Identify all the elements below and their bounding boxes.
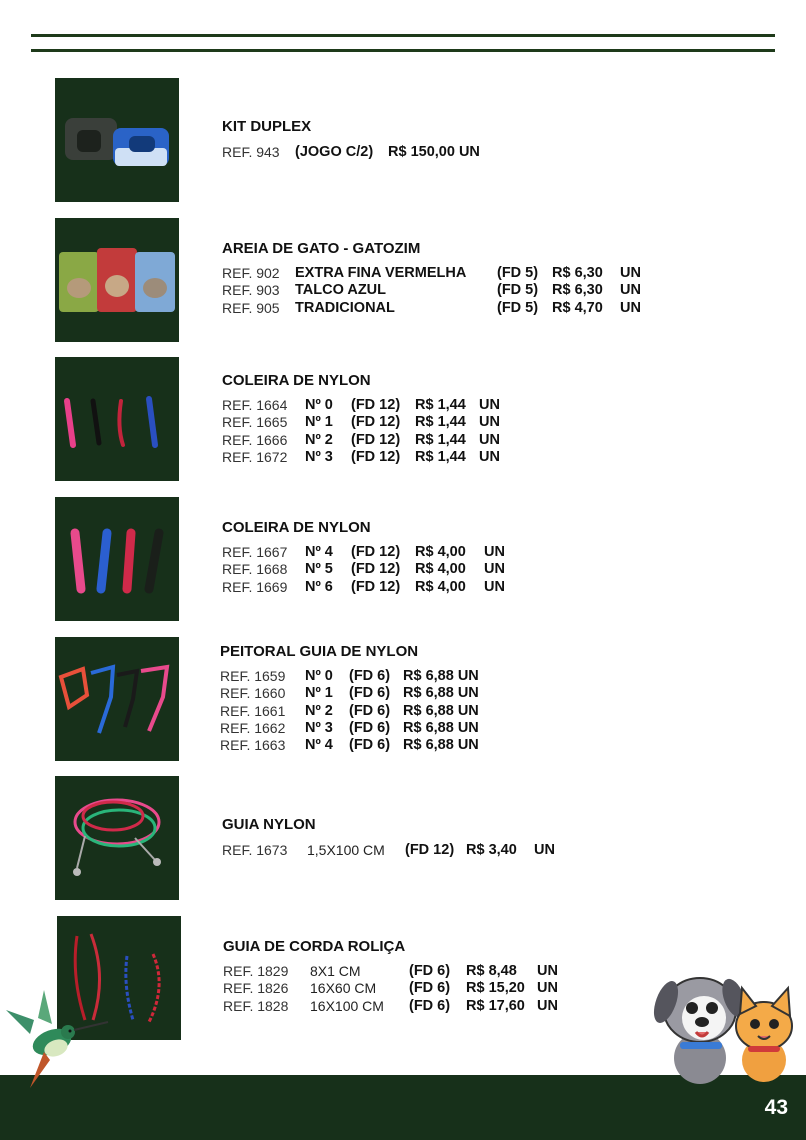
dog-and-cat-illustration — [652, 962, 802, 1087]
ref-code: REF. 1666 — [222, 431, 288, 448]
price: R$ 15,20 — [466, 980, 525, 997]
price: R$ 1,44 — [415, 397, 466, 413]
price: R$ 4,70 — [552, 299, 603, 316]
price: R$ 6,88 UN — [403, 737, 479, 754]
pack-qty: (FD 6) — [349, 719, 391, 736]
pack-qty: (FD 6) — [349, 685, 391, 702]
ref-code: REF. 1829 — [223, 963, 289, 979]
hummingbird-illustration — [4, 990, 114, 1090]
size: Nº 1 — [305, 414, 333, 431]
unit: UN — [479, 431, 500, 448]
ref-code: REF. 1659 — [220, 668, 286, 684]
price: R$ 6,88 UN — [403, 702, 479, 719]
price: R$ 4,00 — [415, 544, 466, 560]
unit: UN — [620, 299, 641, 316]
description: EXTRA FINA VERMELHA — [295, 265, 467, 281]
top-rule-secondary — [31, 49, 775, 52]
product-image-collars — [55, 357, 179, 481]
size: Nº 3 — [305, 719, 333, 736]
product-image-cat-litter — [55, 218, 179, 342]
ref-code: REF. 1667 — [222, 544, 288, 560]
pack-qty: (FD 6) — [349, 702, 391, 719]
ref-code: REF. 902 — [222, 265, 280, 281]
price: R$ 1,44 — [415, 448, 466, 465]
product-image-cat-bed — [55, 78, 179, 202]
ref-code: REF. 1672 — [222, 448, 288, 465]
pack-qty: (FD 6) — [409, 963, 451, 979]
description: TRADICIONAL — [295, 299, 395, 316]
product-title: PEITORAL GUIA DE NYLON — [220, 643, 419, 660]
product-title: GUIA NYLON — [222, 816, 316, 833]
pack-qty: (FD 12) — [351, 414, 401, 431]
ref-code: REF. 1662 — [220, 719, 286, 736]
ref-code: REF. 943 — [222, 144, 280, 160]
product-image-leashes — [55, 776, 179, 900]
description: TALCO AZUL — [295, 282, 387, 299]
ref-code: REF. 1673 — [222, 842, 288, 858]
unit: UN — [534, 842, 555, 858]
unit: UN — [537, 997, 558, 1014]
size: Nº 5 — [305, 561, 333, 578]
pack-qty: (FD 12) — [405, 842, 455, 858]
unit: UN — [484, 561, 505, 578]
pack-qty: (FD 5) — [497, 299, 539, 316]
unit: UN — [479, 414, 500, 431]
price: R$ 1,44 — [415, 431, 466, 448]
size: 1,5X100 CM — [307, 842, 385, 858]
price: R$ 4,00 — [415, 578, 466, 595]
unit: UN — [537, 963, 558, 979]
product-image-harness — [55, 637, 179, 761]
product-title: AREIA DE GATO - GATOZIM — [222, 240, 421, 257]
size: Nº 3 — [305, 448, 333, 465]
size: Nº 4 — [305, 544, 333, 560]
size: Nº 1 — [305, 685, 333, 702]
size: Nº 6 — [305, 578, 333, 595]
ref-code: REF. 1660 — [220, 685, 286, 702]
ref-code: REF. 1668 — [222, 561, 288, 578]
top-rule — [31, 34, 775, 37]
product-image-collars-wide — [55, 497, 179, 621]
size: Nº 0 — [305, 668, 333, 684]
product-title: GUIA DE CORDA ROLIÇA — [223, 938, 406, 955]
size: Nº 4 — [305, 737, 333, 754]
price: R$ 1,44 — [415, 414, 466, 431]
price: R$ 6,88 UN — [403, 685, 479, 702]
size: Nº 0 — [305, 397, 333, 413]
unit: UN — [484, 578, 505, 595]
size: 16X100 CM — [310, 997, 384, 1014]
size: 16X60 CM — [310, 980, 377, 997]
ref-code: REF. 1669 — [222, 578, 288, 595]
ref-code: REF. 1664 — [222, 397, 288, 413]
price: R$ 4,00 — [415, 561, 466, 578]
unit: UN — [620, 282, 641, 299]
price: R$ 6,30 — [552, 265, 603, 281]
product-title: KIT DUPLEX — [222, 118, 312, 135]
unit: UN — [620, 265, 641, 281]
pack-qty: (FD 12) — [351, 544, 401, 560]
ref-code: REF. 1665 — [222, 414, 288, 431]
pack-qty: (FD 6) — [349, 737, 391, 754]
pack-qty: (FD 12) — [351, 561, 401, 578]
price: R$ 3,40 — [466, 842, 517, 858]
pack-qty: (FD 6) — [409, 997, 451, 1014]
price: R$ 8,48 — [466, 963, 517, 979]
price: R$ 6,88 UN — [403, 668, 479, 684]
size: Nº 2 — [305, 702, 333, 719]
price: R$ 17,60 — [466, 997, 525, 1014]
product-title: COLEIRA DE NYLON — [222, 372, 371, 389]
ref-code: REF. 1828 — [223, 997, 289, 1014]
pack-qty: (FD 12) — [351, 397, 401, 413]
unit: UN — [537, 980, 558, 997]
ref-code: REF. 903 — [222, 282, 280, 299]
pack-qty: (FD 12) — [351, 578, 401, 595]
pack-qty: (FD 12) — [351, 431, 401, 448]
pack-qty: (FD 6) — [349, 668, 391, 684]
unit: UN — [479, 448, 500, 465]
pack-qty: (FD 5) — [497, 265, 539, 281]
product-title: COLEIRA DE NYLON — [222, 519, 371, 536]
ref-code: REF. 1663 — [220, 737, 286, 754]
ref-code: REF. 905 — [222, 299, 280, 316]
pack-qty: (FD 12) — [351, 448, 401, 465]
unit: UN — [484, 544, 505, 560]
ref-code: REF. 1826 — [223, 980, 289, 997]
pack-qty: (FD 5) — [497, 282, 539, 299]
unit: UN — [479, 397, 500, 413]
ref-code: REF. 1661 — [220, 702, 286, 719]
size: Nº 2 — [305, 431, 333, 448]
size: 8X1 CM — [310, 963, 361, 979]
price: R$ 6,88 UN — [403, 719, 479, 736]
page-number: 43 — [764, 1096, 788, 1119]
pack-qty: (FD 6) — [409, 980, 451, 997]
price: R$ 150,00 UN — [388, 144, 480, 160]
pack-qty: (JOGO C/2) — [295, 144, 374, 160]
price: R$ 6,30 — [552, 282, 603, 299]
